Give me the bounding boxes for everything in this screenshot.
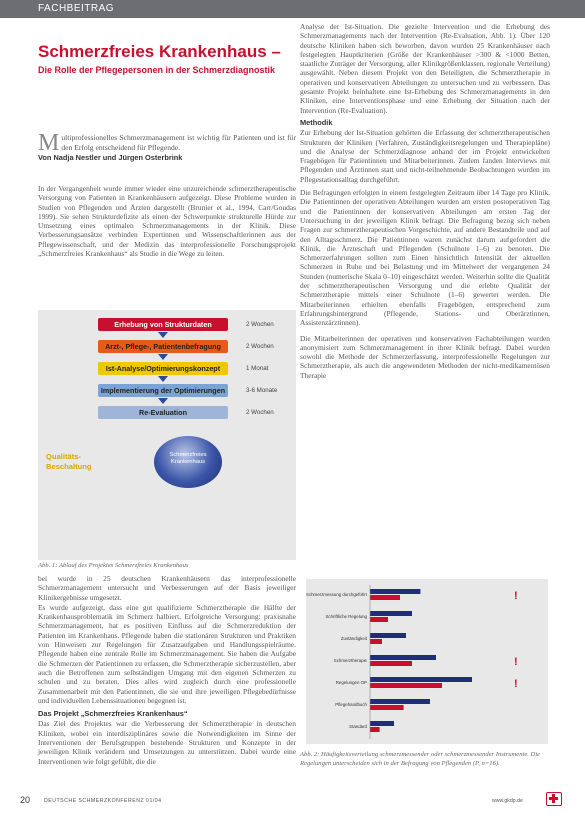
category-label: Pflegehandbuch	[335, 702, 367, 707]
cross-logo-icon	[546, 792, 562, 806]
warning-icon: !	[514, 678, 518, 690]
flow-duration: 2 Wochen	[246, 343, 274, 350]
paragraph: Die Mitarbeiterinnen der operativen und konservativen Fachabteilungen wurden anonymisiert zum Schmerzmanagement in ihrer Klinik befragt. Dabei wurden sowohl die Methode der Schmerzerfassung, interprofessionelle Regelungen zur Schmerztherapie, als auch die angewendeten Methoden der nicht-medikamentösen Therapie	[300, 333, 550, 380]
bar	[370, 611, 412, 616]
category-label: Zuständigkeit	[340, 636, 367, 641]
section-header-bar	[0, 0, 585, 18]
bar	[370, 721, 394, 726]
section-heading: Das Projekt „Schmerzfreies Krankenhaus“	[38, 709, 188, 719]
category-label: Regelungen OP	[335, 680, 367, 685]
flow-step: Implementierung der Optimierungen	[98, 384, 228, 397]
journal-name: DEUTSCHE SCHMERZKONFERENZ 01/04	[44, 798, 162, 804]
lead-paragraph	[38, 130, 296, 156]
bar	[370, 705, 404, 710]
bar	[370, 589, 420, 594]
paragraph: Es wurde aufgezeigt, dass eine gut qualifizierte Schmerztherapie die Hälfte der Krankenhausproblematik im Schmerz halbiert. Erfolgreiche Versorgung: praxisnahe Schmerzmanagement, hat es positiven Einfluss auf die Schmerzreduktion der Patienten im Krankenhaus. Pflegende haben die stationären Strukturen und Praktiken von Hinweisen zur Regelungen für Zusatzaufgaben und Handlungsspielräume. Pflegende haben eine zentrale Rolle im Schmerzmanagement. Sie haben die Aufgabe die Schmerzen der Patientinnen zu erfassen, die Schmerztherapie sicherzustellen, aber auch die Betroffenen zum selbständigen Umgang mit den eigenen Schmerzen zu schulen und zu beraten. Dies alles wird zugleich durch eine professionelle Zusammenarbeit mit den Patientinnen, die sie und ihre jeweiligen Pflegebedürfnisse und individuellen Lebenssituationen begegnen ist.	[38, 602, 296, 705]
flow-step: Erhebung von Strukturdaten	[98, 318, 228, 331]
bar	[370, 661, 412, 666]
section-heading: Methodik	[300, 117, 333, 127]
bar	[370, 595, 400, 600]
left-column-bottom	[38, 574, 296, 767]
article-title: Schmerzfreies Krankenhaus –	[38, 42, 281, 61]
flow-step: Re-Evaluation	[98, 406, 228, 419]
chart-panel	[306, 579, 548, 744]
flow-step: Ist-Analyse/Optimierungskonzept	[98, 362, 228, 375]
section-label: FACHBEITRAG	[38, 3, 115, 14]
category-label: Standard	[349, 724, 367, 729]
article-subtitle: Die Rolle der Pflegepersonen in der Schmerzdiagnostik	[38, 65, 276, 75]
bar	[370, 655, 436, 660]
bar	[370, 727, 380, 732]
category-label: Schmerzmessung durchgeführt	[306, 592, 367, 597]
warning-icon: !	[514, 656, 518, 668]
bar	[370, 683, 442, 688]
bar-chart	[306, 579, 548, 744]
down-arrow-icon	[158, 332, 168, 338]
warning-icon: !	[514, 590, 518, 602]
down-arrow-icon	[158, 376, 168, 382]
bar	[370, 677, 472, 682]
left-column-top	[38, 184, 296, 259]
bar	[370, 639, 382, 644]
flow-duration: 2 Wochen	[246, 409, 274, 416]
paragraph: Zur Erhebung der Ist-Situation gehörten die Erfassung der schmerztherapeutischen Strukturen der Kliniken (Verfahren, Zuständigkeitsregelungen und Therapiepläne) und die Analyse der Schmerzdiagnose anhand der im Projekt entwickelten Fragebögen für Patientinnen und Mitarbeiterinnen. Zudem fanden Interviews mit Pflegenden und Ärztinnen statt und nicht-teilnehmende Beobachtungen wurden im Pflegestationsalltag durchgeführt.	[300, 128, 550, 184]
bar	[370, 633, 406, 638]
bar	[370, 699, 430, 704]
figure-1-flow	[38, 310, 296, 560]
quality-label: Qualitäts- Beschaltung	[46, 452, 92, 471]
right-column	[300, 22, 550, 381]
figure-2-chart	[300, 575, 550, 795]
flow-step: Arzt-, Pflege-, Patientenbefragung	[98, 340, 228, 353]
flow-duration: 1 Monat	[246, 365, 269, 372]
figure-1-caption: Abb. 1: Ablauf des Projektes Schmerzfreies Krankenhaus	[38, 562, 189, 569]
author-line: Von Nadja Nestler und Jürgen Osterbrink	[38, 153, 183, 162]
bar	[370, 617, 388, 622]
journal-url: www.gkdp.de	[492, 798, 523, 804]
figure-2-caption: Abb. 2: Häufigkeitsverteilung schmerzmessender oder schmerzmessender Instrumente. Die Regelungen unterscheiden sich in der Befragung von Pflegenden (P, n=16).	[300, 751, 541, 767]
category-label: Schmerztherapie	[333, 658, 367, 663]
paragraph: Das Ziel des Projektes war die Verbesserung der Schmerztherapie in deutschen Kliniken, wobei ein interdisziplinäres sowie die Notwendigkeiten im Sinne der Interventionen der Berufsgruppen bestehende Strukturen und Konzepte in der jeweiligen Klinik verändern und Umsetzungen zu unterstützen. Dabei wurde eine Interventionen wie folgt gefühlt, die die	[38, 719, 296, 766]
flow-duration: 3-6 Monate	[246, 387, 278, 394]
lead-text: ultiprofessionelles Schmerzmanagement ist wichtig für Patienten und ist für den Erfolg entscheidend für Pflegende.	[61, 133, 296, 152]
down-arrow-icon	[158, 398, 168, 404]
page-number: 20	[20, 795, 31, 805]
drop-cap: M	[38, 130, 60, 156]
category-label: Schriftliche Regelung	[325, 614, 367, 619]
paragraph: Analyse der Ist-Situation. Die gezielte Intervention und die Erhebung des Schmerzmanagements nach der Intervention (Re-Evaluation, Abb. 1). Über 120 deutsche Kliniken haben sich beworben, davon wurden 25 Krankenhäuser nach festgelegten Hauptkriterien (Größe der Krankenhäuser >300 & <1000 Betten, staatliche Zuträger der Versorgung, aller Klinikgrößenklassen, regionale Verteilung) ausgewählt. Neben diesem Projekt von den Beteiligten, die Schmerztherapie in operativen und konservativen Abteilungen zu untersuchen und zu verbessern. Das gesamte Projekt beinhaltete eine Ist-Erhebung des Schmerzmanagements in den Kliniken, eine Interventionsphase und eine Erhebung der Situation nach der Intervention (Re-Evaluation).	[300, 22, 550, 115]
paragraph: bei wurde in 25 deutschen Krankenhäusern das interprofessionelle Schmerzmanagement untersucht und Verbesserungen auf der Basis jeweiliger Klinikergebnisse umgesetzt.	[38, 574, 296, 602]
globe-label: Schmerzfreies Krankenhaus	[169, 452, 207, 465]
globe-icon	[154, 436, 222, 488]
paragraph: In der Vergangenheit wurde immer wieder eine unzureichende schmerztherapeutische Versorgung von Patienten in Krankenhäusern aufgezeigt. Diese Probleme wurden in Studien von Pflegenden und Ärzten dargestellt (Brunier et al., 1994, Carr/Goudas 1999). Sie sehen Strukturdefizite als einen der Schwerpunkte strukturelle Hürde zur Umsetzung eines optimalen Schmerzmanagements in der Klinik. Diese Verbesserungsansätze verbinden Expertinnen und Wissenschaftlerinnen aus der Pflegewissenschaft, und der Medizin das interprofessionelle Forschungsprojekt „Schmerzfreies Krankenhaus“ als Studie in die Wege zu leiten.	[38, 184, 296, 259]
down-arrow-icon	[158, 354, 168, 360]
paragraph: Die Befragungen erfolgten in einem festgelegten Zeitraum über 14 Tage pro Klinik. Die Patientinnen der operativen Abteilungen wurden am ersten postoperativen Tag und die Patientinnen der konservativen Abteilungen am ersten Tag der Untersuchung in der jeweiligen Klinik befragt. Die Befragung bezog sich neben Fragen zur schmerztherapeutischen Vorgeschichte, auf andere Bestandteile und auf den Alltagsschmerz. Die Patientinnen waren zunächst darum aufgefordert die Klinik, die Ärzteschaft und Pflegenden (Schulnote 1–6) zu benoten. Die Schmerzerfahrungen sollten zum Einen hinsichtlich Intensität der aktuellen Schmerzen in Ruhe und bei Belastung und im Mittelwert der vergangenen 24 Stunden (numerische Skala 0–10) eingeschätzt werden. Weiterhin sollte die Qualität der schmerztherapeutischen Versorgung und die erlebte Qualität der Schmerztherapie mittels einer Schulnote (1–6) gewertet werden. Die Mitarbeiterinnen erhielten ebenfalls Fragebögen, entsprechend zum Erfahrungshintergrund (Pflegende, Stations- und Oberärztinnen, Assistenzärztinnen).	[300, 188, 550, 328]
flow-duration: 2 Wochen	[246, 321, 274, 328]
